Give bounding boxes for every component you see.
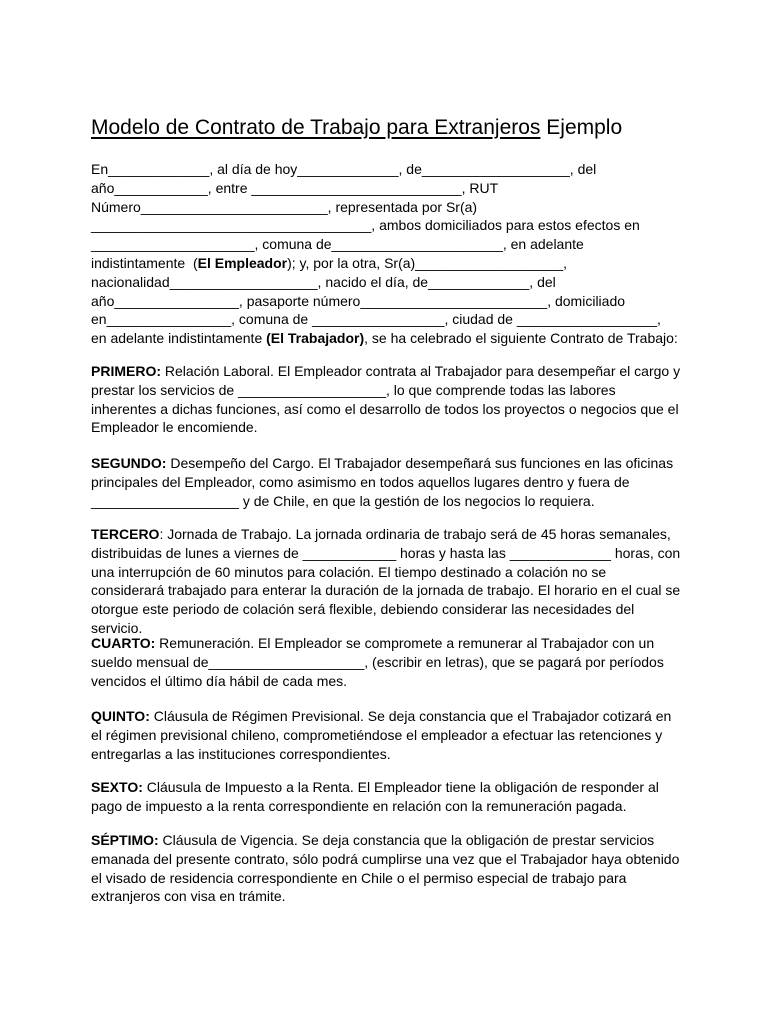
clause-body: Remuneración. El Empleador se compromete a remunerar al Trabajador con un sueldo mensual de____________________, (escribir en letras), que se pagará por períodos vencidos el último día hábil de cada mes. xyxy=(91,635,664,689)
clause-primero xyxy=(91,362,681,437)
intro-line-6-start: indistintamente ( xyxy=(91,254,198,271)
intro-line-9: en________________, comuna de _________________, ciudad de __________________, xyxy=(91,311,661,328)
clause-septimo xyxy=(91,831,681,906)
intro-line-7: nacionalidad___________________, nacido el día, de_____________, del xyxy=(91,273,556,290)
clause-body: Desempeño del Cargo. El Trabajador desempeñará sus funciones en las oficinas principales del Empleador, como asimismo en todos aquellos lugares dentro y fuera de ___________________ y de Chile, en que la gestión de los negocios lo requiera. xyxy=(91,455,674,509)
clause-body: Cláusula de Impuesto a la Renta. El Empleador tiene la obligación de responder al pago de impuesto a la renta correspondiente en relación con la remuneración pagada. xyxy=(91,779,659,814)
clause-body: Cláusula de Régimen Previsional. Se deja constancia que el Trabajador cotizará en el régimen previsional chileno, comprometiéndose el empleador a efectuar las retenciones y entregarlas a las instituciones correspondientes. xyxy=(91,708,672,762)
clause-body: Cláusula de Vigencia. Se deja constancia que la obligación de prestar servicios emanada del presente contrato, sólo podrá cumplirse una vez que el Trabajador haya obtenido el visado de residencia correspondiente en Chile o el permiso especial de trabajo para extranjeros con visa en trámite. xyxy=(91,832,680,905)
clause-label: SÉPTIMO: xyxy=(91,832,159,848)
clause-label: PRIMERO: xyxy=(91,363,161,379)
clause-tercero-text xyxy=(91,525,681,638)
clause-primero-text xyxy=(91,362,681,437)
clause-cuarto-text xyxy=(91,634,681,690)
clause-segundo xyxy=(91,454,681,510)
clause-segundo-text xyxy=(91,454,681,510)
intro-line-8: año________________, pasaporte número________________________, domiciliado xyxy=(91,292,626,309)
empleador-label: El Empleador xyxy=(197,254,288,271)
intro-line-10-start: en adelante indistintamente xyxy=(91,330,267,347)
clause-label: CUARTO: xyxy=(91,635,156,651)
title-suffix-text: Ejemplo xyxy=(546,116,623,139)
clause-sexto xyxy=(91,778,681,816)
intro-line-2: año____________, entre ___________________________, RUT xyxy=(91,179,499,196)
clause-sexto-text xyxy=(91,778,681,816)
clause-body: Relación Laboral. El Empleador contrata al Trabajador para desempeñar el cargo y prestar los servicios de ___________________, lo que comprende todas las labores inherentes a dichas funciones, así como el desarrollo de todos los proyectos o negocios que el Empleador le encomiende. xyxy=(91,363,681,436)
intro-paragraph xyxy=(91,160,678,348)
intro-line-10-tail: , se ha celebrado el siguiente Contrato de Trabajo: xyxy=(364,330,678,347)
clause-quinto xyxy=(91,707,681,763)
title-underlined-text: Modelo de Contrato de Trabajo para Extranjeros xyxy=(91,116,541,139)
clause-quinto-text xyxy=(91,707,681,763)
document-title xyxy=(91,116,622,140)
clause-label: QUINTO: xyxy=(91,708,150,724)
intro-line-5: _____________________, comuna de______________________, en adelante xyxy=(91,236,584,253)
clause-body: : Jornada de Trabajo. La jornada ordinaria de trabajo será de 45 horas semanales, distribuidas de lunes a viernes de ____________ horas y hasta las _____________ horas, con una interrupción de 60 minutos para colación. El tiempo destinado a colación no se considerará trabajado para enterar la duración de la jornada de trabajo. El horario en el cual se otorgue este periodo de colación será flexible, debiendo considerar las necesidades del servicio. xyxy=(91,526,681,636)
clause-label: SEXTO: xyxy=(91,779,143,795)
intro-line-10 xyxy=(91,329,678,348)
trabajador-label: (El Trabajador) xyxy=(266,330,365,347)
intro-line-6 xyxy=(91,254,678,273)
clause-tercero xyxy=(91,525,681,638)
clause-label: TERCERO xyxy=(91,526,160,542)
intro-line-1: En_____________, al día de hoy_____________, de___________________, del xyxy=(91,161,597,177)
intro-line-3: Número________________________, representada por Sr(a) xyxy=(91,198,478,215)
intro-line-4: ____________________________________, ambos domiciliados para estos efectos en xyxy=(91,217,640,234)
intro-line-6-tail: ); y, por la otra, Sr(a)___________________, xyxy=(287,254,568,271)
clause-cuarto xyxy=(91,634,681,690)
clause-septimo-text xyxy=(91,831,681,906)
clause-label: SEGUNDO: xyxy=(91,455,167,471)
